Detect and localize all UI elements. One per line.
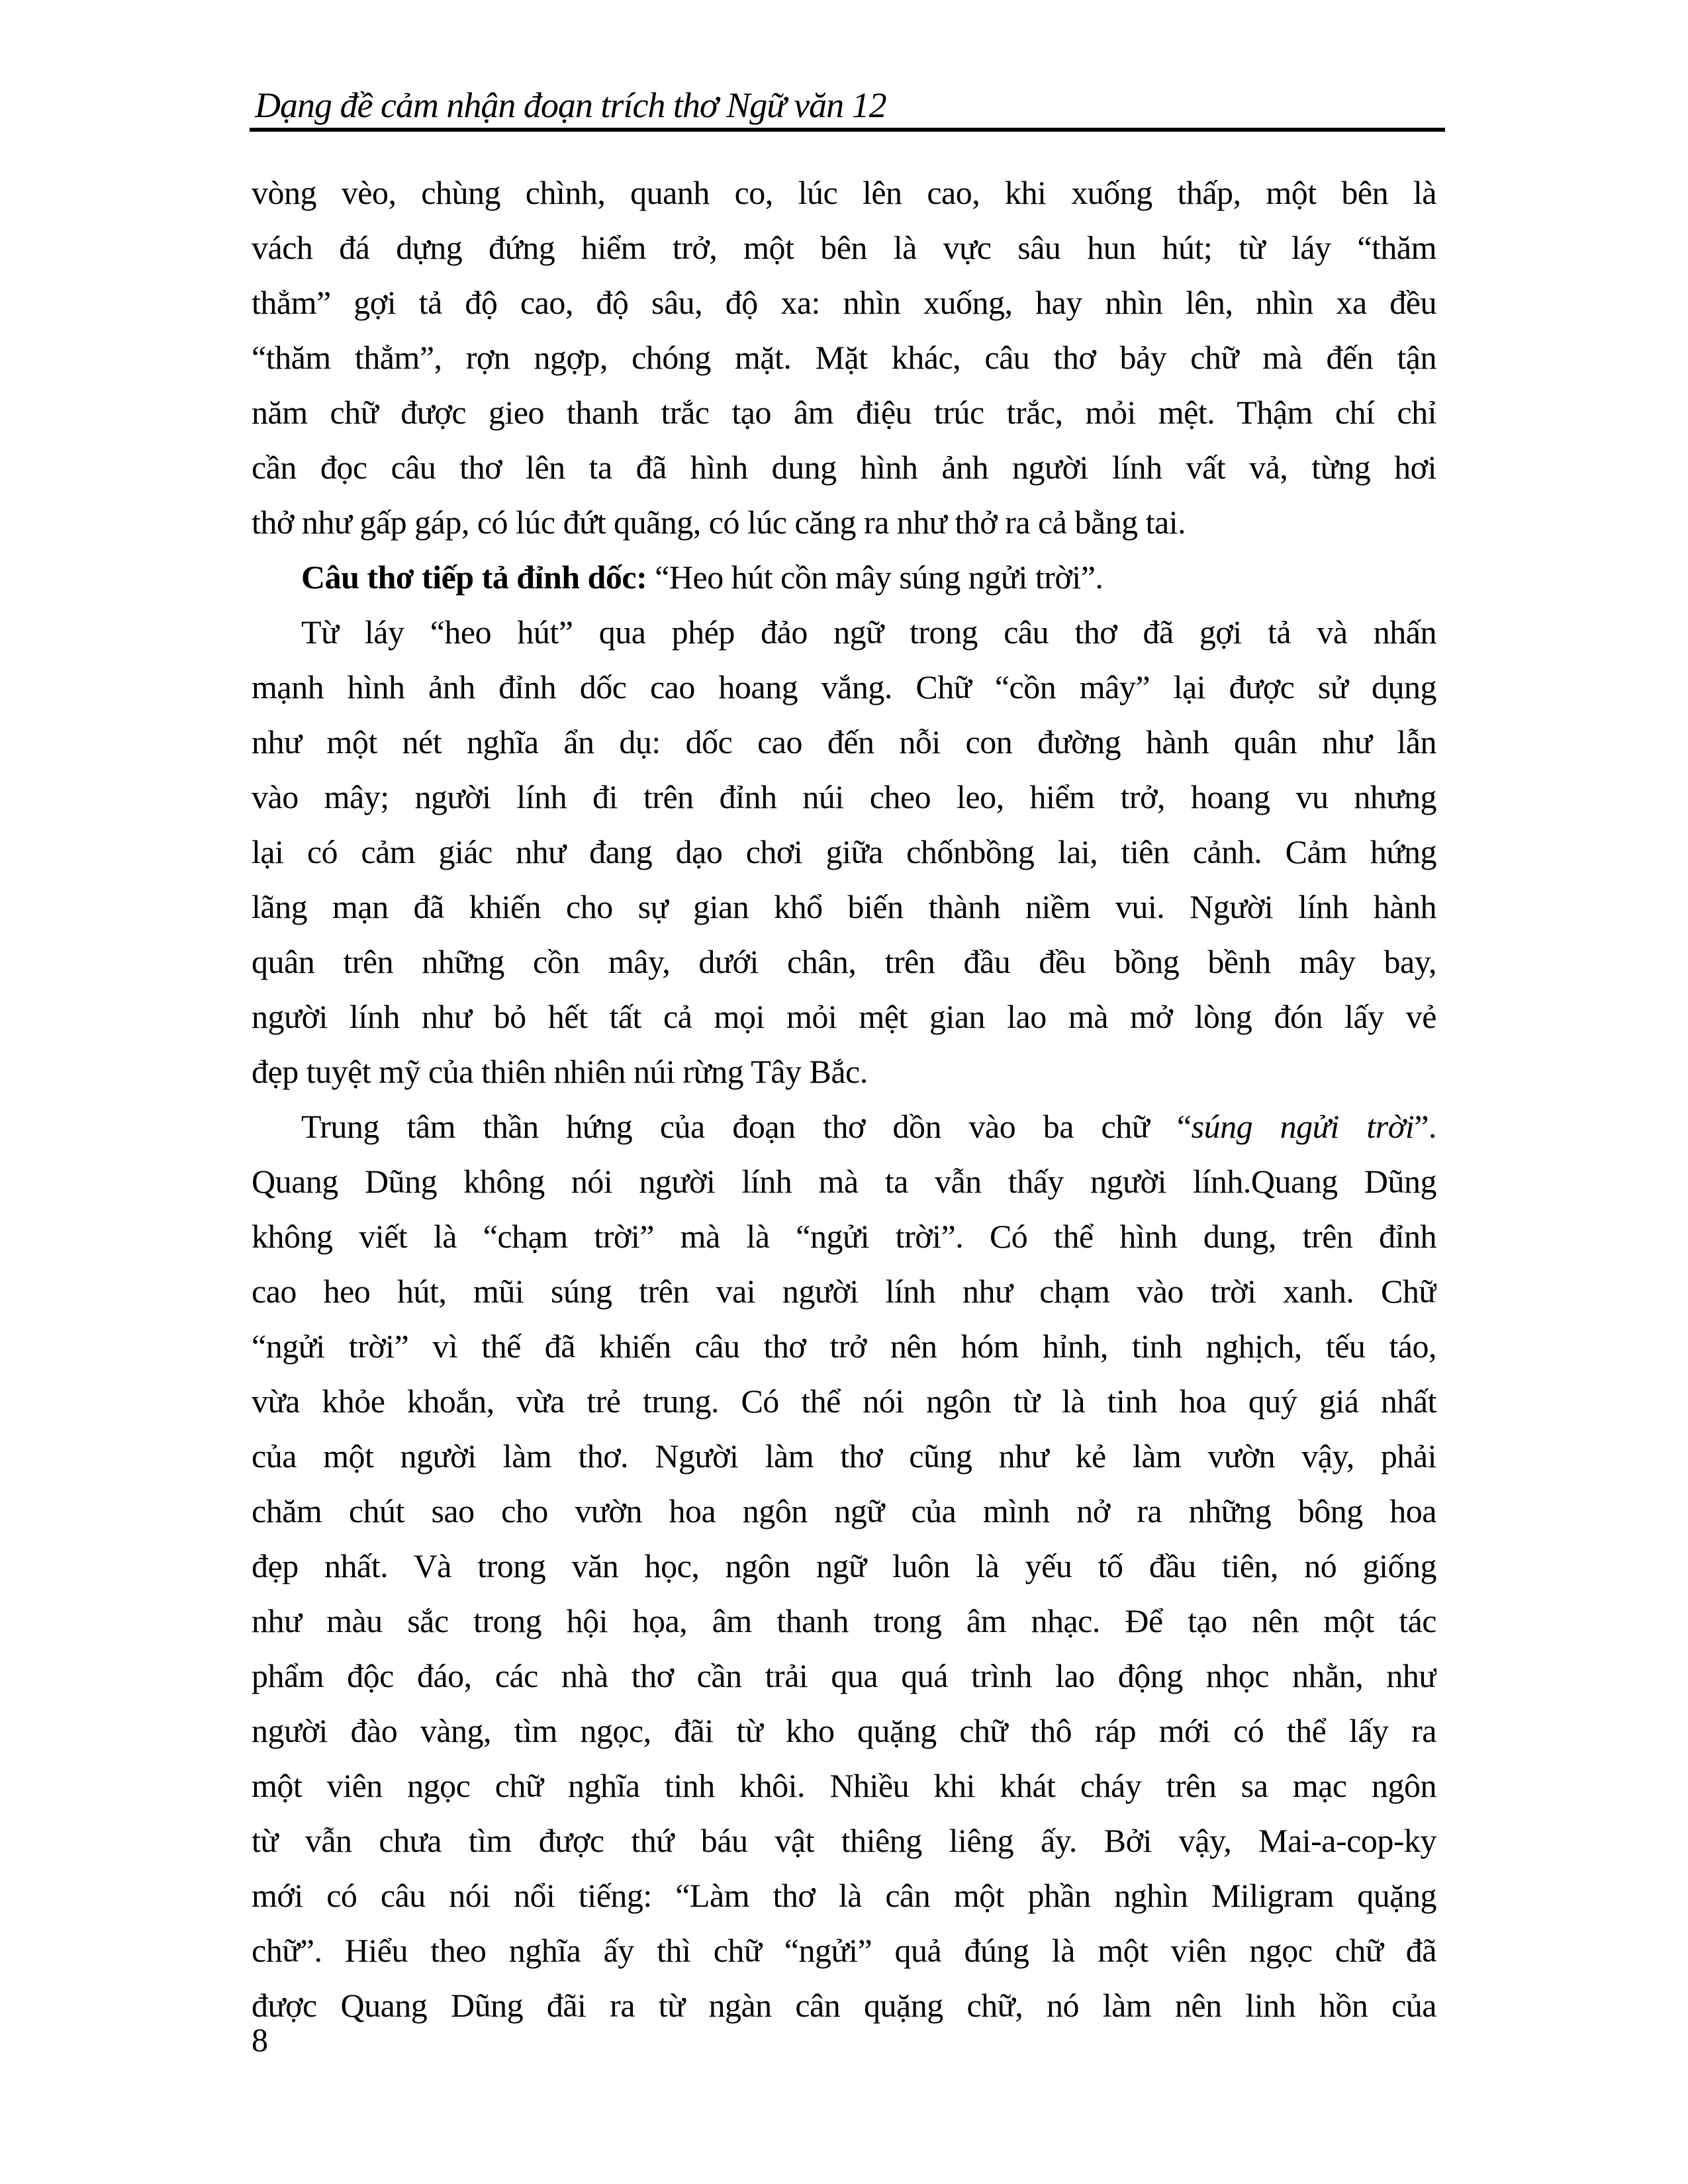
text-line bbox=[252, 1923, 1436, 1978]
text-segment: một viên ngọc chữ nghĩa tinh khôi. Nhiều khi khát cháy trên sa mạc ngôn bbox=[252, 1767, 1436, 1804]
text-line bbox=[252, 1154, 1436, 1209]
text-line bbox=[252, 715, 1436, 770]
text-segment: ”. bbox=[1414, 1108, 1436, 1145]
text-line bbox=[252, 440, 1436, 495]
text-line bbox=[252, 330, 1436, 385]
text-line bbox=[252, 1044, 1436, 1099]
text-line bbox=[252, 1704, 1436, 1758]
text-line bbox=[252, 275, 1436, 330]
italic-text-segment: súng ngửi trời bbox=[1191, 1108, 1415, 1145]
text-line bbox=[252, 385, 1436, 440]
text-line bbox=[252, 1649, 1436, 1704]
text-line bbox=[252, 989, 1436, 1044]
text-line bbox=[252, 165, 1436, 220]
text-segment: vào mây; người lính đi trên đỉnh núi cheo leo, hiểm trở, hoang vu nhưng bbox=[252, 778, 1436, 815]
text-segment: Quang Dũng không nói người lính mà ta vẫn thấy người lính.Quang Dũng bbox=[252, 1163, 1436, 1200]
text-line bbox=[252, 495, 1436, 550]
text-segment: vách đá dựng đứng hiểm trở, một bên là vực sâu hun hút; từ láy “thăm bbox=[252, 229, 1436, 266]
text-segment: mới có câu nói nổi tiếng: “Làm thơ là cân một phần nghìn Miligram quặng bbox=[252, 1877, 1436, 1914]
text-line bbox=[252, 1484, 1436, 1539]
text-segment: thở như gấp gáp, có lúc đứt quãng, có lúc căng ra như thở ra cả bằng tai. bbox=[252, 504, 1186, 541]
text-line bbox=[252, 1319, 1436, 1374]
text-segment: cao heo hút, mũi súng trên vai người lính như chạm vào trời xanh. Chữ bbox=[252, 1273, 1436, 1310]
text-segment: từ vẫn chưa tìm được thứ báu vật thiêng liêng ấy. Bởi vậy, Mai-a-cop-ky bbox=[252, 1822, 1436, 1859]
page-header: Dạng đề cảm nhận đoạn trích thơ Ngữ văn 12 bbox=[255, 85, 886, 125]
text-segment: vừa khỏe khoắn, vừa trẻ trung. Có thể nói ngôn từ là tinh hoa quý giá nhất bbox=[252, 1383, 1436, 1420]
text-line bbox=[252, 1099, 1436, 1154]
text-line bbox=[252, 1813, 1436, 1868]
text-segment: người lính như bỏ hết tất cả mọi mỏi mệt gian lao mà mở lòng đón lấy vẻ bbox=[252, 998, 1436, 1035]
header-rule bbox=[250, 128, 1445, 132]
text-line bbox=[252, 1209, 1436, 1264]
text-segment: lại có cảm giác như đang dạo chơi giữa chốnbồng lai, tiên cảnh. Cảm hứng bbox=[252, 833, 1436, 870]
text-segment: của một người làm thơ. Người làm thơ cũng như kẻ làm vườn vậy, phải bbox=[252, 1437, 1436, 1475]
text-line bbox=[252, 1978, 1436, 2033]
text-segment: Trung tâm thần hứng của đoạn thơ dồn vào ba chữ “ bbox=[301, 1108, 1192, 1145]
text-segment: mạnh hình ảnh đỉnh dốc cao hoang vắng. Chữ “cồn mây” lại được sử dụng bbox=[252, 668, 1436, 705]
text-line bbox=[252, 1429, 1436, 1484]
text-line bbox=[252, 1264, 1436, 1319]
text-line bbox=[252, 1539, 1436, 1594]
page-number: 8 bbox=[252, 2021, 268, 2058]
text-line bbox=[252, 1758, 1436, 1813]
text-segment: đẹp tuyệt mỹ của thiên nhiên núi rừng Tây Bắc. bbox=[252, 1053, 868, 1090]
text-segment: chữ”. Hiểu theo nghĩa ấy thì chữ “ngửi” quả đúng là một viên ngọc chữ đã bbox=[252, 1932, 1436, 1969]
text-line bbox=[252, 550, 1436, 605]
text-segment: không viết là “chạm trời” mà là “ngửi trời”. Có thể hình dung, trên đỉnh bbox=[252, 1218, 1436, 1255]
text-segment: được Quang Dũng đãi ra từ ngàn cân quặng chữ, nó làm nên linh hồn của bbox=[252, 1987, 1436, 2024]
text-line bbox=[252, 660, 1436, 715]
bold-text-segment: Câu thơ tiếp tả đỉnh dốc: bbox=[301, 559, 647, 596]
text-line bbox=[252, 770, 1436, 825]
text-segment: cần đọc câu thơ lên ta đã hình dung hình ảnh người lính vất vả, từng hơi bbox=[252, 449, 1436, 486]
text-segment: như một nét nghĩa ẩn dụ: dốc cao đến nỗi con đường hành quân như lẫn bbox=[252, 723, 1436, 760]
text-line bbox=[252, 605, 1436, 660]
text-segment: thẳm” gợi tả độ cao, độ sâu, độ xa: nhìn xuống, hay nhìn lên, nhìn xa đều bbox=[252, 284, 1436, 321]
text-segment: đẹp nhất. Và trong văn học, ngôn ngữ luôn là yếu tố đầu tiên, nó giống bbox=[252, 1547, 1436, 1584]
text-segment: phẩm độc đáo, các nhà thơ cần trải qua quá trình lao động nhọc nhằn, như bbox=[252, 1657, 1436, 1694]
text-line bbox=[252, 934, 1436, 989]
text-line bbox=[252, 1594, 1436, 1649]
text-segment: năm chữ được gieo thanh trắc tạo âm điệu trúc trắc, mỏi mệt. Thậm chí chỉ bbox=[252, 394, 1436, 431]
text-segment: vòng vèo, chùng chình, quanh co, lúc lên cao, khi xuống thấp, một bên là bbox=[252, 174, 1436, 211]
text-line bbox=[252, 825, 1436, 880]
body-lines bbox=[252, 165, 1436, 2033]
text-segment: lãng mạn đã khiến cho sự gian khổ biến thành niềm vui. Người lính hành bbox=[252, 888, 1436, 925]
text-segment: chăm chút sao cho vườn hoa ngôn ngữ của mình nở ra những bông hoa bbox=[252, 1492, 1436, 1529]
text-segment: như màu sắc trong hội họa, âm thanh trong âm nhạc. Để tạo nên một tác bbox=[252, 1602, 1436, 1639]
text-segment: Từ láy “heo hút” qua phép đảo ngữ trong câu thơ đã gợi tả và nhấn bbox=[301, 614, 1436, 651]
text-line bbox=[252, 220, 1436, 275]
text-segment: “Heo hút cồn mây súng ngửi trời”. bbox=[647, 559, 1103, 596]
text-line bbox=[252, 1868, 1436, 1923]
text-line bbox=[252, 880, 1436, 934]
text-line bbox=[252, 1374, 1436, 1429]
text-segment: “thăm thẳm”, rợn ngợp, chóng mặt. Mặt khác, câu thơ bảy chữ mà đến tận bbox=[252, 339, 1436, 376]
text-segment: “ngửi trời” vì thế đã khiến câu thơ trở nên hóm hỉnh, tinh nghịch, tếu táo, bbox=[252, 1328, 1436, 1365]
text-segment: quân trên những cồn mây, dưới chân, trên đầu đều bồng bềnh mây bay, bbox=[252, 943, 1436, 980]
text-segment: người đào vàng, tìm ngọc, đãi từ kho quặng chữ thô ráp mới có thể lấy ra bbox=[252, 1712, 1436, 1749]
